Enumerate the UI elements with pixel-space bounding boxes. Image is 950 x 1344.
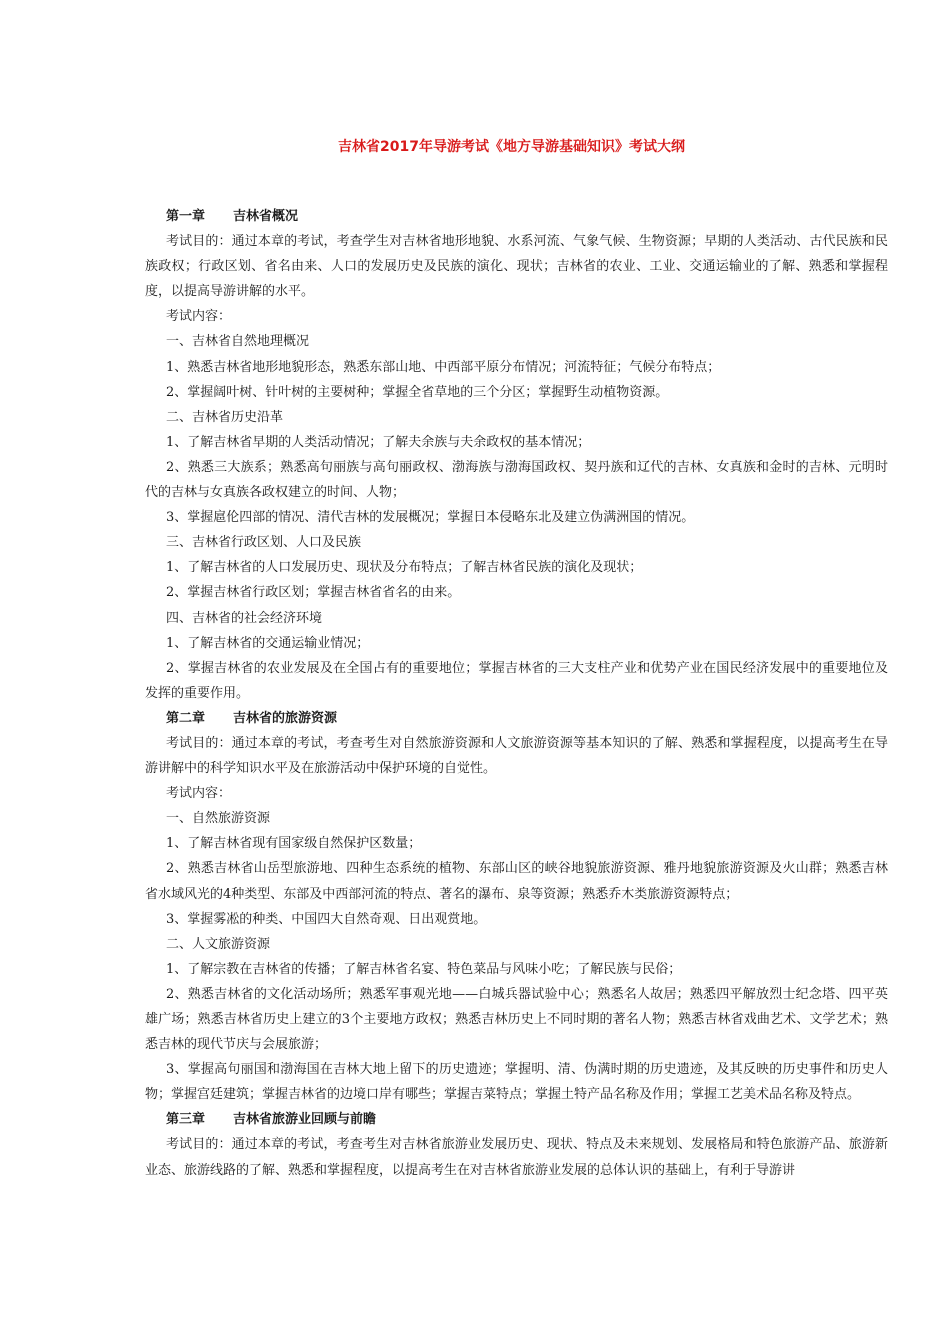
- chapter-heading: [145, 204, 888, 229]
- paragraph-line: 1、了解吉林省的交通运输业情况；: [166, 635, 370, 651]
- chapter-title: 吉林省概况: [233, 209, 299, 224]
- paragraph-line: 一、自然旅游资源: [166, 811, 271, 827]
- paragraph-line: 考试目的：通过本章的考试，考查考生对吉林省旅游业发展历史、现状、特点及未来规划、发展格局和特色旅游产品、旅游新业态、旅游线路的了解、熟悉和掌握程度，以提高考生在对吉林省旅游业发展的总体认识的基础上，有利于导游讲: [145, 1137, 888, 1178]
- paragraph-line: 考试目的：通过本章的考试，考查考生对自然旅游资源和人文旅游资源等基本知识的了解、熟悉和掌握程度，以提高考生在导游讲解中的科学知识水平及在旅游活动中保护环境的自觉性。: [145, 735, 888, 777]
- paragraph-line: 考试内容：: [166, 309, 232, 325]
- chapter-title: 吉林省的旅游资源: [233, 710, 338, 726]
- paragraph-line: 二、人文旅游资源: [166, 936, 271, 952]
- paragraph-line: 考试内容：: [166, 786, 232, 802]
- paragraph-line: 2、熟悉吉林省山岳型旅游地、四种生态系统的植物、东部山区的峡谷地貌旅游资源、雅丹地貌旅游资源及火山群；熟悉吉林省水域风光的4种类型、东部及中西部河流的特点、著名的瀑布、泉等资源；熟悉乔木类旅游资源特点；: [145, 861, 888, 902]
- paragraph-line: 三、吉林省行政区划、人口及民族: [166, 535, 362, 551]
- chapter-number: 第三章: [166, 1112, 206, 1128]
- paragraph-line: 2、熟悉三大族系；熟悉高句丽族与高句丽政权、渤海族与渤海国政权、契丹族和辽代的吉林、女真族和金时的吉林、元明时代的吉林与女真族各政权建立的时间、人物；: [145, 459, 888, 501]
- document-body: [145, 204, 888, 1183]
- paragraph-line: 2、掌握阔叶树、针叶树的主要树种；掌握全省草地的三个分区；掌握野生动植物资源。: [166, 384, 669, 400]
- document-title: 吉林省2017年导游考试《地方导游基础知识》考试大纲: [338, 139, 685, 155]
- chapter-number: 第二章: [166, 710, 206, 726]
- paragraph-line: 1、熟悉吉林省地形地貌形态，熟悉东部山地、中西部平原分布情况；河流特征；气候分布特点；: [166, 359, 721, 375]
- paragraph-line: 2、掌握吉林省行政区划；掌握吉林省省名的由来。: [166, 585, 461, 601]
- paragraph-line: 2、掌握吉林省的农业发展及在全国占有的重要地位；掌握吉林省的三大支柱产业和优势产业在国民经济发展中的重要地位及发挥的重要作用。: [145, 660, 888, 701]
- chapter-number: 第一章: [166, 209, 206, 224]
- chapter-heading: [145, 706, 888, 731]
- chapter-title: 吉林省旅游业回顾与前瞻: [233, 1112, 377, 1128]
- paragraph-line: 四、吉林省的社会经济环境: [166, 610, 323, 626]
- paragraph-line: 3、掌握高句丽国和渤海国在吉林大地上留下的历史遗迹；掌握明、清、伪满时期的历史遗迹，及其反映的历史事件和历史人物；掌握宫廷建筑；掌握吉林省的边境口岸有哪些；掌握吉菜特点；掌握土特产品名称及作用；掌握工艺美术品名称及特点。: [145, 1062, 888, 1103]
- paragraph-line: 1、了解宗教在吉林省的传播；了解吉林省名宴、特色菜品与风味小吃；了解民族与民俗；: [166, 961, 682, 977]
- paragraph-line: 3、掌握扈伦四部的情况、清代吉林的发展概况；掌握日本侵略东北及建立伪满洲国的情况。: [166, 510, 695, 526]
- paragraph-line: 一、吉林省自然地理概况: [166, 334, 310, 350]
- paragraph-line: 1、了解吉林省早期的人类活动情况；了解夫余族与夫余政权的基本情况；: [166, 434, 591, 450]
- chapter-heading: [145, 1107, 888, 1132]
- paragraph-line: 二、吉林省历史沿革: [166, 409, 284, 425]
- paragraph-line: 1、了解吉林省的人口发展历史、现状及分布特点；了解吉林省民族的演化及现状；: [166, 560, 643, 576]
- paragraph-line: 2、熟悉吉林省的文化活动场所；熟悉军事观光地——白城兵器试验中心；熟悉名人故居；熟悉四平解放烈士纪念塔、四平英雄广场；熟悉吉林省历史上建立的3个主要地方政权；熟悉吉林历史上不同时期的著名人物；熟悉吉林省戏曲艺术、文学艺术；熟悉吉林的现代节庆与会展旅游；: [145, 986, 888, 1053]
- paragraph-line: 3、掌握雾凇的种类、中国四大自然奇观、日出观赏地。: [166, 911, 487, 927]
- paragraph-line: 考试目的：通过本章的考试，考查学生对吉林省地形地貌、水系河流、气象气候、生物资源；早期的人类活动、古代民族和民族政权；行政区划、省名由来、人口的发展历史及民族的演化、现状；吉林省的农业、工业、交通运输业的了解、熟悉和掌握程度，以提高导游讲解的水平。: [145, 234, 888, 300]
- paragraph-line: 1、了解吉林省现有国家级自然保护区数量；: [166, 836, 422, 852]
